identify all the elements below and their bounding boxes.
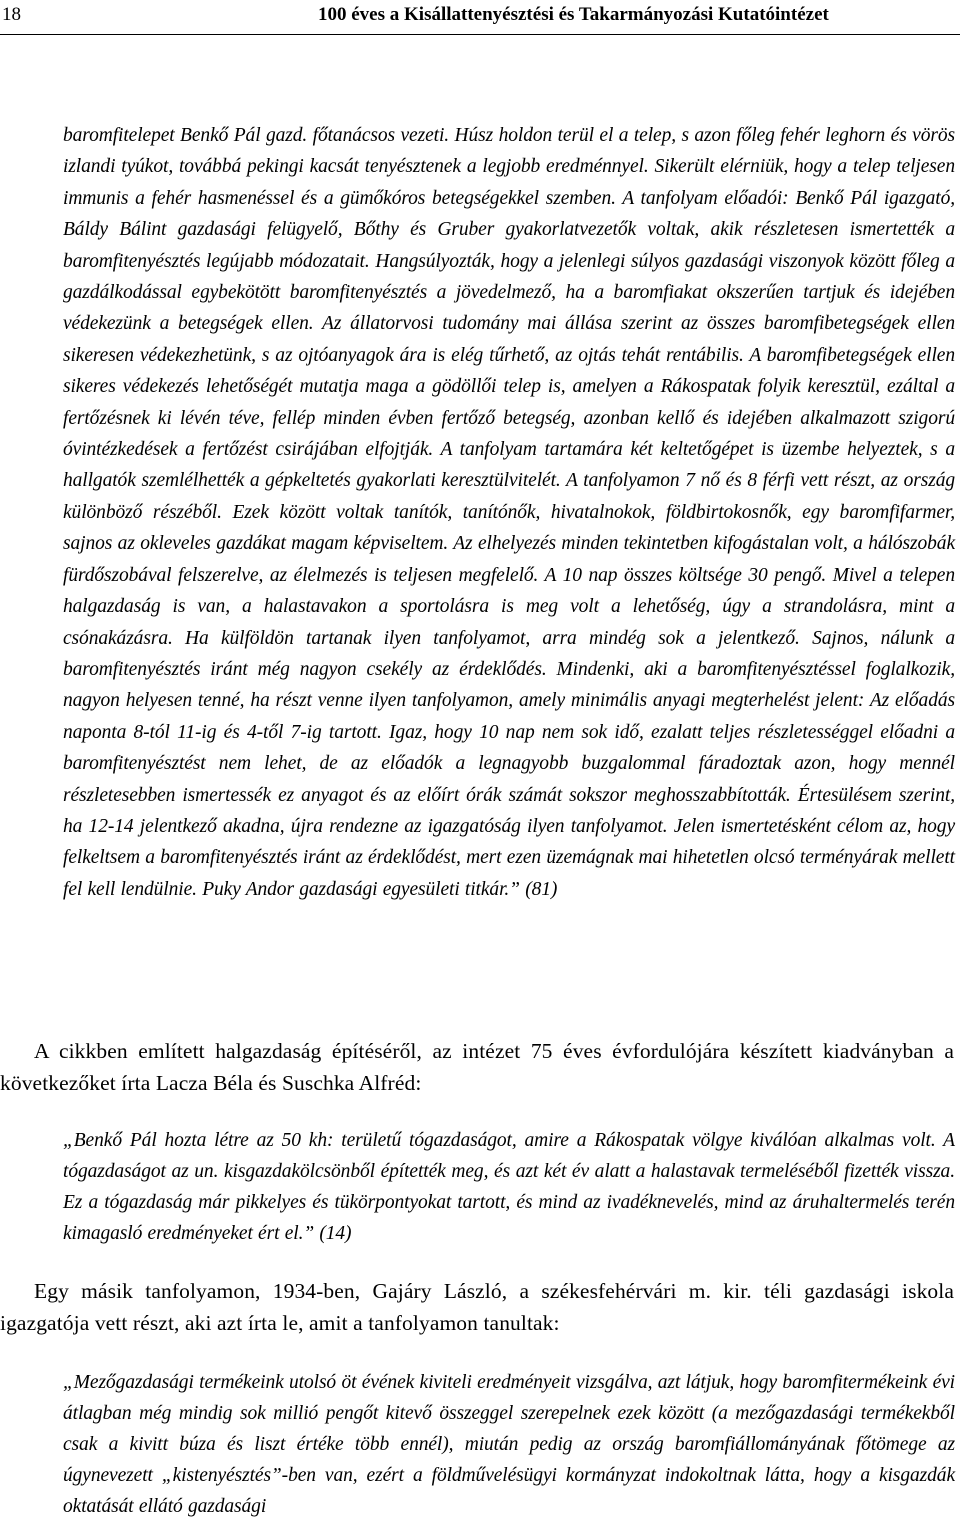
quote-block-3: „Mezőgazdasági termékeink utolsó öt évének kiviteli eredményeit vizsgálva, azt látjuk, hogy baromfitermékeink évi átlagban még mindig sok millió pengőt kitevő összeggel szerepelnek ezek között (a mezőgazdasági termékekből csak a kivitt búza és liszt értéke több ennél), miután pedig az ország baromfiállományának főtömege az úgynevezett „kistenyésztés”-ben van, ezért a földművelésügyi kormányzat indokoltnak látta, hogy a kisgazdák oktatását ellátó gazdasági	[63, 1372, 955, 1517]
body-paragraph-1: A cikkben említett halgazdaság építéséről, az intézet 75 éves évfordulójára készített kiadványban a következőket írta Lacza Béla és Suschka Alfréd:	[0, 1039, 954, 1095]
page-number: 18	[2, 4, 21, 25]
quote-block-2: „Benkő Pál hozta létre az 50 kh: területű tógazdaságot, amire a Rákospatak völgye kiválóan alkalmas volt. A tógazdaságot az un. kisgazdakölcsönből építették meg, és azt két év alatt a halastavak termeléséből fizették vissza. Ez a tógazdaság már pikkelyes és tükörpontyokat tartott, és mind az ivadéknevelés, mind az áruhaltermelés terén kimagasló eredményeket ért el.” (14)	[63, 1130, 955, 1244]
running-header	[0, 0, 960, 35]
body-paragraph-2: Egy másik tanfolyamon, 1934-ben, Gajáry László, a székesfehérvári m. kir. téli gazdasági iskola igazgatója vett részt, aki azt írta le, amit a tanfolyamon tanultak:	[0, 1279, 954, 1335]
quote-block-1: baromfitelepet Benkő Pál gazd. főtanácsos vezeti. Húsz holdon terül el a telep, s azon főleg fehér leghorn és vörös izlandi tyúkot, továbbá pekingi kacsát tenyésztenek a legjobb eredménnyel. Sikerült elérniük, hogy a telep teljesen immunis a fehér hasmenéssel és a gümőkóros betegségekkel szemben. A tanfolyam előadói: Benkő Pál igazgató, Báldy Bálint gazdasági felügyelő, Bőthy és Gruber gyakorlatvezetők voltak, akik részletesen ismertették a baromfitenyésztés legújabb módozatait. Hangsúlyozták, hogy a jelenlegi súlyos gazdasági viszonyok között főleg a gazdálkodással egybekötött baromfitenyésztés a jövedelmező, ha a baromfiakat okszerűen tartjuk és idejében védekezünk a betegségek ellen. Az állatorvosi tudomány mai állása szerint az összes baromfibetegségek ellen sikeresen védekezhetünk, s az ojtóanyagok ára is elég tűrhető, az ojtás tehát rentábilis. A baromfibetegségek ellen sikeres védekezés lehetőségét mutatja maga a gödöllői telep is, amelyen a Rákospatak folyik keresztül, ezáltal a fertőzésnek ki lévén téve, fellép minden évben fertőző betegség, azonban kellő és idejében alkalmazott szigorú óvintézkedések a fertőzést csirájában elfojtják. A tanfolyam tartamára két keltetőgépet is üzembe helyeztek, s a hallgatók szemlélhették a gépkeltetés gyakorlati keresztülvitelét. A tanfolyamon 7 nő és 8 férfi vett részt, az ország különböző részéből. Ezek között voltak tanítók, tanítónők, hivatalnokok, földbirtokosnők, egy baromfifarmer, sajnos az okleveles gazdákat magam képviseltem. Az elhelyezés minden tekintetben kifogástalan volt, a hálószobák fürdőszobával felszerelve, az élelmezés is teljesen megfelelő. A 10 nap összes költsége 30 pengő. Mivel a telepen halgazdaság is van, a halastavakon a sportolásra is meg volt a lehetőség, úgy a strandolásra, mint a csónakázásra. Ha külföldön tartanak ilyen tanfolyamot, arra mindég sok a jelentkező. Sajnos, nálunk a baromfitenyésztés iránt még nagyon csekély az érdeklődés. Mindenki, aki a baromfitenyésztéssel foglalkozik, nagyon helyesen tenné, ha részt venne ilyen tanfolyamon, amely minimális anyagi megterhelést jelent: Az előadás naponta 8-tól 11-ig és 4-től 7-ig tartott. Igaz, hogy 10 nap nem sok idő, ezalatt teljes részletességgel előadni a baromfitenyésztést nem lehet, de az előadók a legnagyobb buzgalommal fáradoztak azon, hogy mennél részletesebben ismertessék ez anyagot és az előírt órák számát sokszor meghosszabbították. Értesülésem szerint, ha 12-14 jelentkező akadna, újra rendezne az igazgatóság ilyen tanfolyamot. Jelen ismertetésként célom az, hogy felkeltsem a baromfitenyésztés iránt az érdeklődést, mert ezen üzemágnak mai hihetetlen olcsó terményárak mellett fel kell lendülnie. Puky Andor gazdasági egyesületi titkár.” (81)	[63, 125, 955, 900]
header-title: 100 éves a Kisállattenyésztési és Takarmányozási Kutatóintézet	[318, 4, 829, 25]
